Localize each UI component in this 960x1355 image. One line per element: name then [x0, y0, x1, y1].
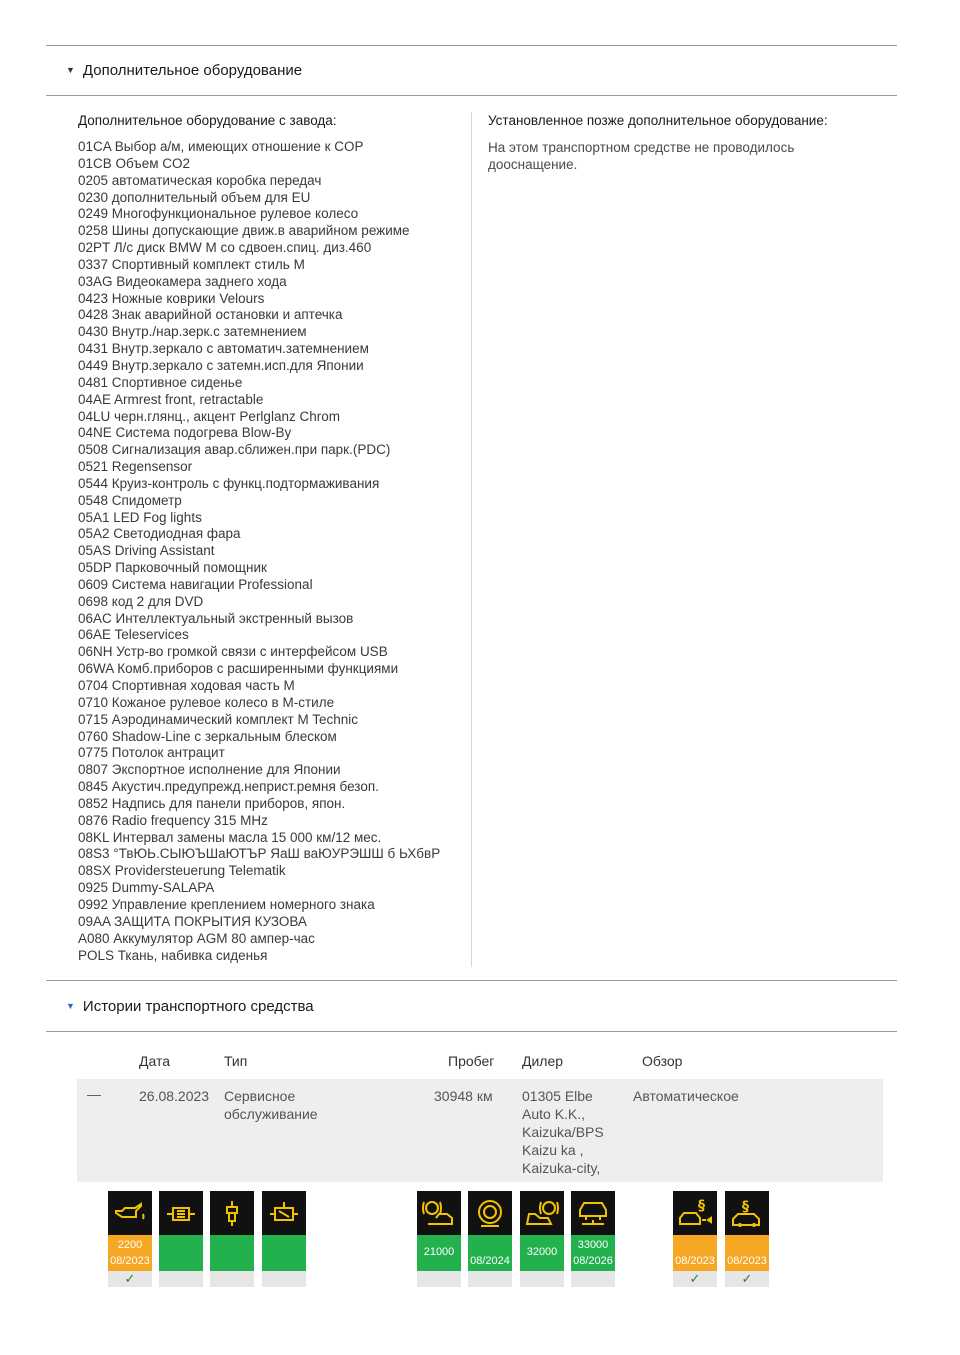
- equipment-item: 0698 код 2 для DVD: [78, 593, 204, 609]
- particle-filter-icon: [159, 1191, 203, 1235]
- tile-date: 08/2024: [470, 1255, 510, 1267]
- equipment-item: 0807 Экспортное исполнение для Японии: [78, 762, 341, 778]
- equipment-item: 0449 Внутр.зеркало с затемн.исп.для Японии: [78, 357, 364, 373]
- later-equipment-text: На этом транспортном средстве не проводилось дооснащение.: [488, 140, 795, 172]
- equipment-item: 0337 Спортивный комплект стиль M: [78, 256, 305, 272]
- tile-check: [210, 1271, 254, 1287]
- equipment-item: 06AC Интеллектуальный экстренный вызов: [78, 610, 354, 626]
- dealer-line: 01305 Elbe: [522, 1088, 593, 1104]
- column-header-review: Обзор: [642, 1053, 683, 1069]
- dealer-line: Kaizu ka ,: [522, 1142, 584, 1158]
- spark-plug-icon: [210, 1191, 254, 1235]
- service-tile-oil-can: [108, 1191, 152, 1287]
- equipment-item: 0710 Кожаное рулевое колесо в M-стиле: [78, 694, 335, 710]
- tile-status: [673, 1235, 717, 1271]
- svg-text:§: §: [742, 1199, 749, 1215]
- svg-text:§: §: [698, 1198, 705, 1214]
- factory-equipment-list: [78, 139, 440, 964]
- caret-down-icon: ▼: [66, 64, 75, 75]
- factory-equipment-heading: Дополнительное оборудование с завода:: [78, 113, 337, 128]
- equipment-item: 06NH Устр-во громкой связи с интерфейсом USB: [78, 644, 388, 660]
- tile-value: 2200: [117, 1238, 143, 1251]
- equipment-item: 0544 Круиз-контроль с функц.подтормаживания: [78, 475, 380, 491]
- equipment-item: 0852 Надпись для панели приборов, япон.: [78, 795, 346, 811]
- equipment-item: POLS Ткань, набивка сиденья: [78, 947, 268, 963]
- tile-status: [159, 1235, 203, 1271]
- row-review: Автоматическое: [633, 1088, 739, 1104]
- column-header-date: Дата: [139, 1053, 171, 1069]
- tile-status: [520, 1235, 564, 1271]
- history-section-header[interactable]: [66, 998, 314, 1015]
- tile-status: [417, 1235, 461, 1271]
- equipment-item: 04NE Система подогрева Blow-By: [78, 425, 292, 441]
- tile-check: ✓: [673, 1271, 717, 1287]
- emission-inspection-icon: [673, 1191, 717, 1235]
- column-header-dealer: Дилер: [522, 1053, 564, 1069]
- equipment-item: 0715 Аэродинамический комплект M Technic: [78, 711, 358, 727]
- top-rule: [46, 45, 897, 46]
- equipment-item: 03AG Видеокамера заднего хода: [78, 273, 287, 289]
- tile-value: 21000: [423, 1245, 455, 1258]
- equipment-item: 02PT Л/с диск BMW M со сдвоен.спиц. диз.460: [78, 240, 372, 256]
- dealer-line: Auto K.K.,: [522, 1106, 586, 1122]
- equipment-item: 0249 Многофункциональное рулевое колесо: [78, 206, 359, 222]
- equipment-item: 0925 Dummy-SALAPA: [78, 880, 215, 896]
- equipment-item: 06WA Комб.приборов с расширенными функциями: [78, 661, 399, 677]
- equipment-item: 0481 Спортивное сиденье: [78, 374, 243, 390]
- row-type: [224, 1087, 318, 1123]
- equipment-item: 01CA Выбор а/м, имеющих отношение к COP: [78, 139, 364, 154]
- equipment-item: 0423 Ножные коврики Velours: [78, 290, 265, 306]
- equipment-item: 01CB Объем CO2: [78, 155, 191, 171]
- equipment-item: 06AE Teleservices: [78, 627, 189, 643]
- service-tile-rear-brake: [520, 1191, 564, 1287]
- front-brake-icon: [417, 1191, 461, 1235]
- equipment-item: 0521 Regensensor: [78, 459, 193, 475]
- tile-check: [520, 1271, 564, 1287]
- equipment-section-header[interactable]: [66, 62, 302, 79]
- equipment-item: 0548 Спидометр: [78, 492, 182, 508]
- equipment-item: 09AA ЗАЩИТА ПОКРЫТИЯ КУЗОВА: [78, 913, 307, 929]
- fuel-filter-icon: [262, 1191, 306, 1235]
- tile-status: [210, 1235, 254, 1271]
- service-tile-fuel-filter: [262, 1191, 306, 1287]
- service-tile-brake-fluid: [468, 1191, 512, 1287]
- equipment-item: 0205 автоматическая коробка передач: [78, 172, 322, 188]
- tile-check: [262, 1271, 306, 1287]
- collapse-toggle-icon[interactable]: —: [87, 1086, 101, 1102]
- service-tile-emission-inspection: [673, 1191, 717, 1287]
- history-top-rule: [46, 980, 897, 981]
- rear-brake-icon: [520, 1191, 564, 1235]
- equipment-item: 0258 Шины допускающие движ.в аварийном режиме: [78, 223, 410, 239]
- tile-value: 32000: [526, 1245, 558, 1258]
- tile-status: [468, 1235, 512, 1271]
- history-row[interactable]: [77, 1079, 883, 1182]
- tile-check: [417, 1271, 461, 1287]
- tile-check: ✓: [108, 1271, 152, 1287]
- equipment-item: A080 Аккумулятор AGM 80 ампер-час: [78, 930, 315, 946]
- equipment-item: 04AE Armrest front, retractable: [78, 391, 264, 407]
- row-type-line1: Сервисное: [224, 1088, 296, 1104]
- equipment-item: 0428 Знак аварийной остановки и аптечка: [78, 307, 343, 323]
- history-section-title: Истории транспортного средства: [82, 998, 314, 1015]
- equipment-item: 0775 Потолок антрацит: [78, 745, 225, 761]
- service-tile-vehicle-inspection: [725, 1191, 769, 1287]
- tile-date: 08/2023: [727, 1255, 767, 1267]
- tile-date: 08/2026: [573, 1255, 613, 1267]
- caret-down-icon: ▼: [66, 1000, 75, 1011]
- tile-status: [571, 1235, 615, 1271]
- equipment-item: 0992 Управление креплением номерного знака: [78, 896, 375, 912]
- history-header-rule: [46, 1031, 897, 1032]
- vehicle-check-icon: [571, 1191, 615, 1235]
- equipment-item: 05A1 LED Fog lights: [78, 509, 202, 525]
- equipment-item: 05A2 Светодиодная фара: [78, 526, 241, 542]
- oil-can-icon: [108, 1191, 152, 1235]
- equipment-item: 0430 Внутр./нар.зерк.с затемнением: [78, 324, 307, 340]
- tile-value: 33000: [577, 1238, 609, 1251]
- row-type-line2: обслуживание: [224, 1106, 318, 1122]
- tile-date: 08/2023: [110, 1255, 150, 1267]
- column-header-mileage: Пробег: [448, 1053, 495, 1069]
- equipment-item: 08S3 °ТвЮЬ.СЫЮЪШаЮТЪР ЯаШ ваЮУРЭШШ б ЬХбвР: [78, 846, 441, 862]
- tile-check: [159, 1271, 203, 1287]
- row-mileage: 30948 км: [434, 1088, 493, 1104]
- equipment-item: 0704 Спортивная ходовая часть M: [78, 678, 295, 693]
- equipment-item: 08SX Providersteuerung Telematik: [78, 863, 286, 879]
- column-divider: [471, 112, 472, 967]
- brake-fluid-icon: [468, 1191, 512, 1235]
- tile-status: [725, 1235, 769, 1271]
- equipment-item: 0230 дополнительный объем для EU: [78, 189, 311, 205]
- service-tile-front-brake: [417, 1191, 461, 1287]
- later-equipment-heading: Установленное позже дополнительное оборудование:: [488, 113, 828, 128]
- tile-check: [468, 1271, 512, 1287]
- dealer-line: Kaizuka-city,: [522, 1160, 601, 1176]
- tile-check: [571, 1271, 615, 1287]
- service-tile-particle-filter: [159, 1191, 203, 1287]
- equipment-item: 0609 Система навигации Professional: [78, 576, 313, 592]
- equipment-item: 04LU черн.глянц., акцент Perlglanz Chrom: [78, 408, 340, 424]
- equipment-item: 08KL Интервал замены масла 15 000 км/12 мес.: [78, 829, 382, 845]
- equipment-item: 0876 Radio frequency 315 MHz: [78, 812, 268, 828]
- vehicle-inspection-icon: [725, 1191, 769, 1235]
- equipment-item: 0845 Акустич.предупрежд.неприст.ремня безоп.: [78, 779, 379, 795]
- tile-status: [108, 1235, 152, 1271]
- tile-status: [262, 1235, 306, 1271]
- equipment-item: 0760 Shadow-Line с зеркальным блеском: [78, 728, 337, 744]
- row-dealer: [522, 1087, 604, 1177]
- equipment-item: 05AS Driving Assistant: [78, 543, 215, 559]
- service-tile-vehicle-check: [571, 1191, 615, 1287]
- dealer-line: Kaizuka/BPS: [522, 1124, 604, 1140]
- equipment-item: 0431 Внутр.зеркало с автоматич.затемнением: [78, 341, 369, 357]
- equipment-item: 0508 Сигнализация авар.сближен.при парк.(PDC): [78, 442, 391, 458]
- equipment-header-rule: [46, 95, 897, 96]
- tile-check: ✓: [725, 1271, 769, 1287]
- equipment-item: 05DP Парковочный помощник: [78, 560, 267, 576]
- tile-date: 08/2023: [675, 1255, 715, 1267]
- row-date: 26.08.2023: [139, 1088, 210, 1104]
- column-header-type: Тип: [224, 1053, 248, 1069]
- equipment-section-title: Дополнительное оборудование: [82, 62, 303, 79]
- service-tile-spark-plug: [210, 1191, 254, 1287]
